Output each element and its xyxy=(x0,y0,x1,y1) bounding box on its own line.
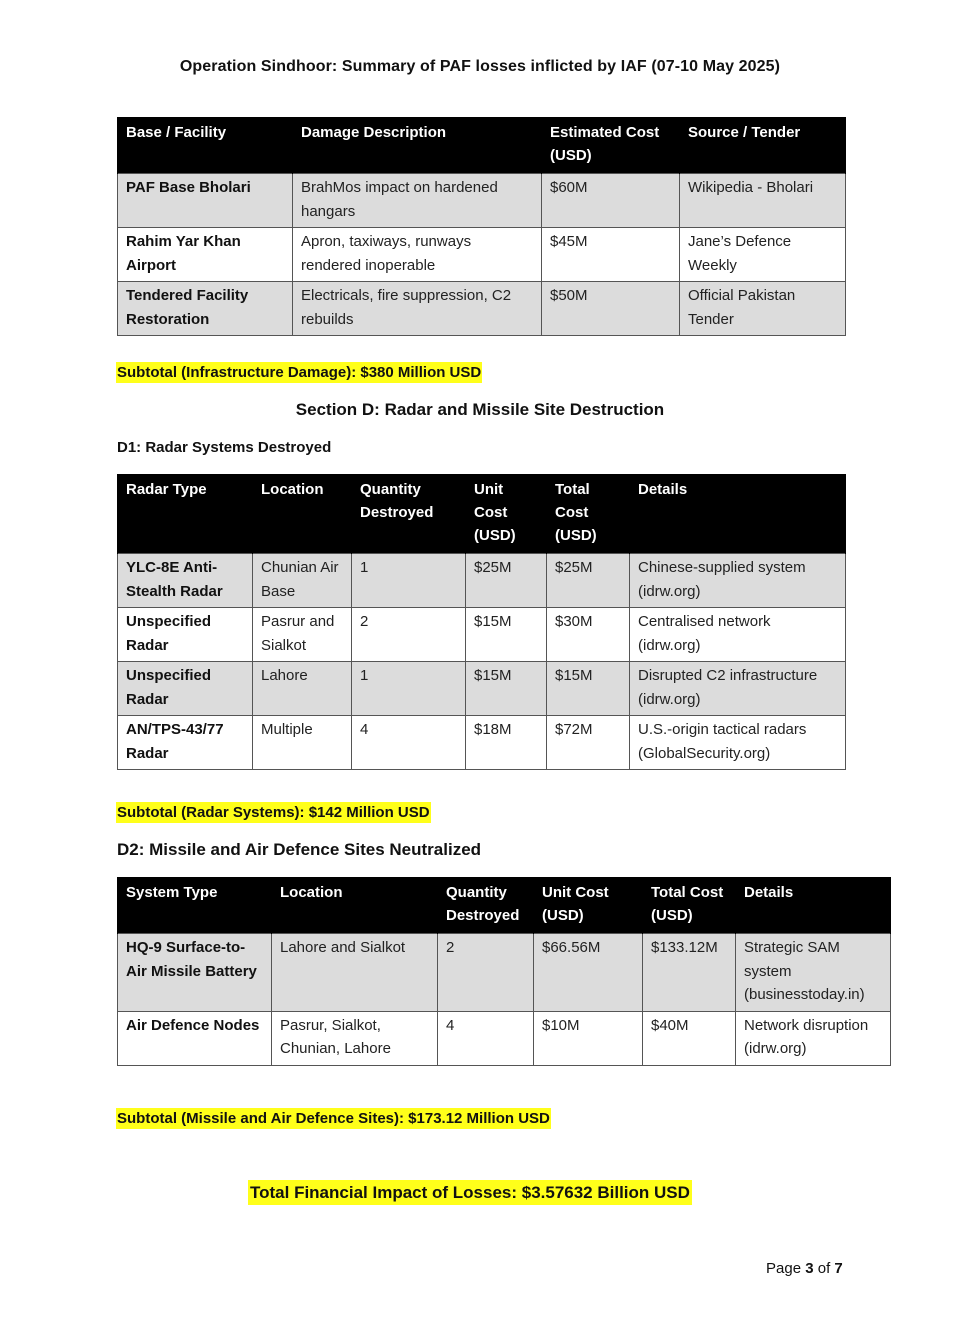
table-cell: Disrupted C2 infrastructure (idrw.org) xyxy=(630,662,846,716)
missile-air-defence-table xyxy=(117,877,891,1066)
table-cell: $133.12M xyxy=(643,934,736,1012)
table-row xyxy=(118,716,846,770)
table-row xyxy=(118,608,846,662)
table-cell: Rahim Yar Khan Airport xyxy=(118,228,293,282)
table-cell: Wikipedia - Bholari xyxy=(680,174,846,228)
table-cell: 2 xyxy=(438,934,534,1012)
table-cell: $45M xyxy=(542,228,680,282)
table-cell: Lahore and Sialkot xyxy=(272,934,438,1012)
table-cell: $60M xyxy=(542,174,680,228)
table-cell: $18M xyxy=(466,716,547,770)
table-cell: PAF Base Bholari xyxy=(118,174,293,228)
table-cell: $30M xyxy=(547,608,630,662)
d1-title: D1: Radar Systems Destroyed xyxy=(117,439,332,456)
table-cell: Official Pakistan Tender xyxy=(680,282,846,336)
document-title: Operation Sindhoor: Summary of PAF losses inflicted by IAF (07-10 May 2025) xyxy=(179,58,781,75)
table-cell: 2 xyxy=(352,608,466,662)
table-cell: $40M xyxy=(643,1011,736,1065)
column-header: Damage Description xyxy=(293,117,542,174)
table-cell: Jane’s Defence Weekly xyxy=(680,228,846,282)
radar-systems-table xyxy=(117,474,846,770)
page-total: 7 xyxy=(834,1260,843,1277)
table-cell: AN/TPS-43/77 Radar xyxy=(118,716,253,770)
column-header: Total Cost (USD) xyxy=(547,474,630,554)
table-cell: Chunian Air Base xyxy=(253,554,352,608)
table-cell: $10M xyxy=(534,1011,643,1065)
table-header-row xyxy=(118,877,891,934)
table-cell: $25M xyxy=(547,554,630,608)
column-header: Estimated Cost (USD) xyxy=(542,117,680,174)
table-cell: $25M xyxy=(466,554,547,608)
table-cell: Apron, taxiways, runways rendered inoperable xyxy=(293,228,542,282)
table-row xyxy=(118,1011,891,1065)
missile-subtotal: Subtotal (Missile and Air Defence Sites): $173.12 Million USD xyxy=(117,1110,550,1127)
radar-subtotal: Subtotal (Radar Systems): $142 Million USD xyxy=(117,804,430,821)
table-cell: Unspecified Radar xyxy=(118,662,253,716)
table-cell: $50M xyxy=(542,282,680,336)
table-cell: 4 xyxy=(438,1011,534,1065)
column-header: Quantity Destroyed xyxy=(352,474,466,554)
d2-title: D2: Missile and Air Defence Sites Neutralized xyxy=(117,840,482,859)
table-cell: HQ-9 Surface-to-Air Missile Battery xyxy=(118,934,272,1012)
infrastructure-damage-table xyxy=(117,117,846,336)
table-row xyxy=(118,174,846,228)
section-d-title: Section D: Radar and Missile Site Destruction xyxy=(295,400,665,419)
table-row xyxy=(118,662,846,716)
table-cell: 4 xyxy=(352,716,466,770)
table-row xyxy=(118,554,846,608)
column-header: Location xyxy=(272,877,438,934)
total-financial-impact: Total Financial Impact of Losses: $3.57632 Billion USD xyxy=(248,1180,692,1205)
column-header: Base / Facility xyxy=(118,117,293,174)
table-cell: $66.56M xyxy=(534,934,643,1012)
table-cell: U.S.-origin tactical radars (GlobalSecurity.org) xyxy=(630,716,846,770)
page-of: of xyxy=(817,1260,831,1277)
column-header: Unit Cost (USD) xyxy=(534,877,643,934)
table-cell: Network disruption (idrw.org) xyxy=(736,1011,891,1065)
column-header: System Type xyxy=(118,877,272,934)
column-header: Quantity Destroyed xyxy=(438,877,534,934)
table-row xyxy=(118,934,891,1012)
table-row xyxy=(118,228,846,282)
page-number xyxy=(766,1260,843,1277)
table-cell: Tendered Facility Restoration xyxy=(118,282,293,336)
column-header: Details xyxy=(736,877,891,934)
table-cell: Multiple xyxy=(253,716,352,770)
table-cell: YLC-8E Anti-Stealth Radar xyxy=(118,554,253,608)
table-cell: $15M xyxy=(547,662,630,716)
table-cell: $15M xyxy=(466,662,547,716)
table-cell: Air Defence Nodes xyxy=(118,1011,272,1065)
table-cell: Lahore xyxy=(253,662,352,716)
table-cell: $15M xyxy=(466,608,547,662)
table-header-row xyxy=(118,474,846,554)
table-cell: Electricals, fire suppression, C2 rebuilds xyxy=(293,282,542,336)
column-header: Details xyxy=(630,474,846,554)
table-cell: Strategic SAM system (businesstoday.in) xyxy=(736,934,891,1012)
table-cell: Unspecified Radar xyxy=(118,608,253,662)
table-cell: 1 xyxy=(352,662,466,716)
table-cell: BrahMos impact on hardened hangars xyxy=(293,174,542,228)
column-header: Location xyxy=(253,474,352,554)
table-cell: Centralised network (idrw.org) xyxy=(630,608,846,662)
column-header: Unit Cost (USD) xyxy=(466,474,547,554)
table-cell: 1 xyxy=(352,554,466,608)
page-current: 3 xyxy=(805,1260,814,1277)
column-header: Radar Type xyxy=(118,474,253,554)
infrastructure-subtotal: Subtotal (Infrastructure Damage): $380 Million USD xyxy=(117,364,482,381)
table-cell: Pasrur, Sialkot, Chunian, Lahore xyxy=(272,1011,438,1065)
table-cell: Pasrur and Sialkot xyxy=(253,608,352,662)
table-header-row xyxy=(118,117,846,174)
table-cell: Chinese-supplied system (idrw.org) xyxy=(630,554,846,608)
column-header: Total Cost (USD) xyxy=(643,877,736,934)
column-header: Source / Tender xyxy=(680,117,846,174)
table-row xyxy=(118,282,846,336)
table-cell: $72M xyxy=(547,716,630,770)
page-label: Page xyxy=(766,1260,802,1277)
